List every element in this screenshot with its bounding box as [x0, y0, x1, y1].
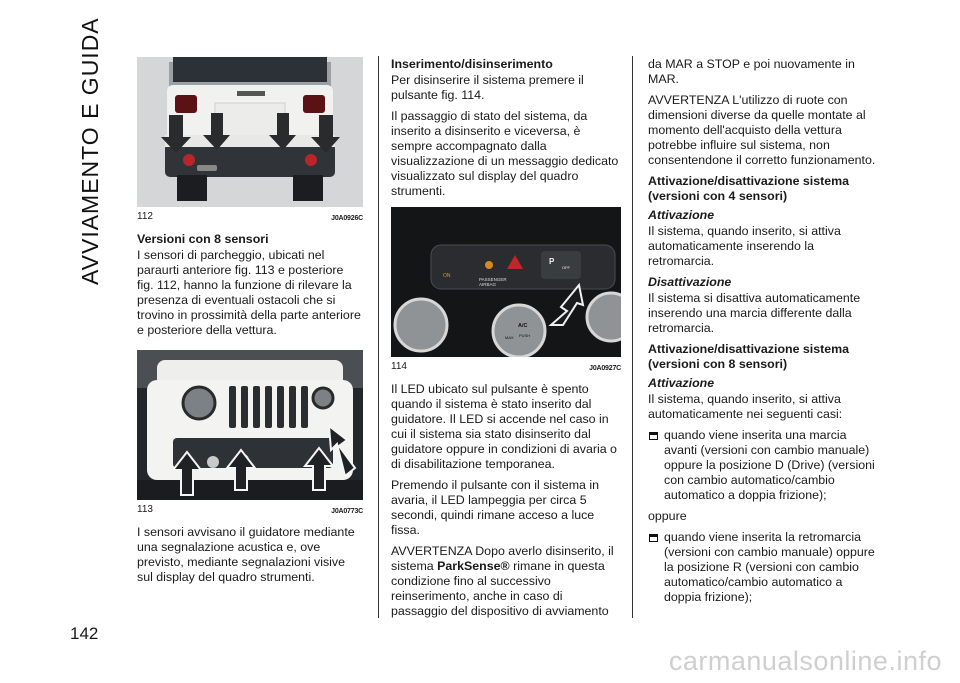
label-passenger-airbag: PASSENGER AIRBAG — [479, 277, 507, 287]
figure-code: J0A0926C — [331, 215, 363, 222]
subheading-activation: Attivazione — [648, 208, 715, 222]
bullet-item — [648, 530, 880, 605]
paragraph: Il sistema si disattiva automaticamente inserendo una marcia differente dalla retromarcia. — [648, 291, 861, 335]
figure-112-rear-bumper — [137, 57, 363, 207]
figure-code: J0A0927C — [589, 365, 621, 372]
heading-insert-remove: Inserimento/disinserimento — [391, 57, 553, 71]
heading-activation-4-sensors: Attivazione/disattivazione sistema (versioni con 4 sensori) — [648, 174, 850, 203]
subheading-deactivation: Disattivazione — [648, 275, 732, 289]
paragraph: Il sistema, quando inserito, si attiva automaticamente inserendo la retromarcia. — [648, 224, 841, 268]
column-divider — [378, 56, 379, 618]
figure-114-parksense-button — [391, 207, 621, 357]
label-max: MAX — [505, 335, 514, 340]
figure-number: 113 — [137, 504, 153, 515]
paragraph-warning: AVVERTENZA L'utilizzo di ruote con dimensioni diverse da quelle montate al momento dell'acquisto della vettura potrebbe influire sul sistema, non consentendone il corretto funzionamento. — [648, 93, 876, 167]
paragraph-warning — [391, 544, 621, 619]
figure-113-front-bumper — [137, 350, 363, 500]
subheading-activation: Attivazione — [648, 376, 715, 390]
figure-number: 112 — [137, 211, 153, 222]
paragraph: oppure — [648, 509, 687, 523]
paragraph: Il sistema, quando inserito, si attiva automaticamente nei seguenti casi: — [648, 392, 843, 421]
warning-text: AVVERTENZA Dopo averlo disinserito, il sistema — [391, 544, 614, 573]
label-p: P — [549, 257, 555, 266]
figure-number: 114 — [391, 361, 407, 372]
column-3 — [648, 57, 880, 611]
label-ac: A/C — [518, 323, 528, 329]
label-on: ON — [443, 273, 451, 279]
column-2 — [391, 57, 621, 625]
front-car-illustration — [137, 350, 363, 500]
heading-activation-8-sensors: Attivazione/disattivazione sistema (versioni con 8 sensori) — [648, 342, 850, 371]
column-1 — [137, 57, 363, 591]
section-title: AVVIAMENTO E GUIDA — [77, 17, 103, 285]
column-divider — [632, 56, 633, 618]
section-title-vertical — [60, 17, 120, 285]
figure-caption — [137, 502, 363, 519]
paragraph: Per disinserire il sistema premere il pulsante fig. 114. — [391, 73, 584, 102]
paragraph: Premendo il pulsante con il sistema in avaria, il LED lampeggia per circa 5 secondi, quindi rimane acceso a luce fissa. — [391, 478, 599, 537]
heading-8-sensors: Versioni con 8 sensori — [137, 232, 269, 246]
paragraph: I sensori avvisano il guidatore mediante una segnalazione acustica e, ove previsto, mediante segnalazioni visive sul display del quadro strumenti. — [137, 525, 355, 584]
rear-car-illustration — [137, 57, 363, 207]
figure-caption — [391, 359, 621, 376]
bullet-text: quando viene inserita la retromarcia (versioni con cambio manuale) oppure la posizione R (versioni con cambio automatico/cambio automatico a doppia frizione); — [664, 530, 875, 604]
warning-text-cont: rimane in questa condizione fino al successivo reinserimento, anche in caso di passaggio del dispositivo di avviamento — [391, 559, 609, 618]
page-number: 142 — [70, 624, 99, 643]
paragraph: Il passaggio di stato del sistema, da inserito a disinserito e viceversa, è sempre accompagnato dalla visualizzazione di un messaggio dedicato visualizzato sul display del quadro strumenti. — [391, 109, 619, 198]
bullet-icon — [649, 432, 658, 440]
bullet-text: quando viene inserita una marcia avanti (versioni con cambio manuale) oppure la posizione D (Drive) (versioni con cambio automatico/cambio automatico a doppia frizione); — [664, 428, 875, 502]
paragraph: da MAR a STOP e poi nuovamente in MAR. — [648, 57, 855, 86]
figure-caption — [137, 209, 363, 226]
label-push: PUSH — [519, 333, 531, 338]
paragraph: I sensori di parcheggio, ubicati nel paraurti anteriore fig. 113 e posteriore fig. 112, hanno la funzione di rilevare la presenza di eventuali ostacoli che si trovino in prossimità della parte anteriore e posteriore della vettura. — [137, 248, 361, 337]
brand-parksense: ParkSense® — [437, 559, 510, 573]
label-off: OFF — [562, 265, 570, 270]
bullet-icon — [649, 534, 658, 542]
figure-code: J0A0773C — [331, 508, 363, 515]
bullet-item — [648, 428, 880, 503]
paragraph: Il LED ubicato sul pulsante è spento quando il sistema è stato inserito dal guidatore. Il LED si accende nel caso in cui il sistema sia stato disinserito dal guidatore oppure in condizioni di avaria o di disabilitazione temporanea. — [391, 382, 617, 471]
watermark: carmanualsonline.info — [668, 646, 942, 676]
